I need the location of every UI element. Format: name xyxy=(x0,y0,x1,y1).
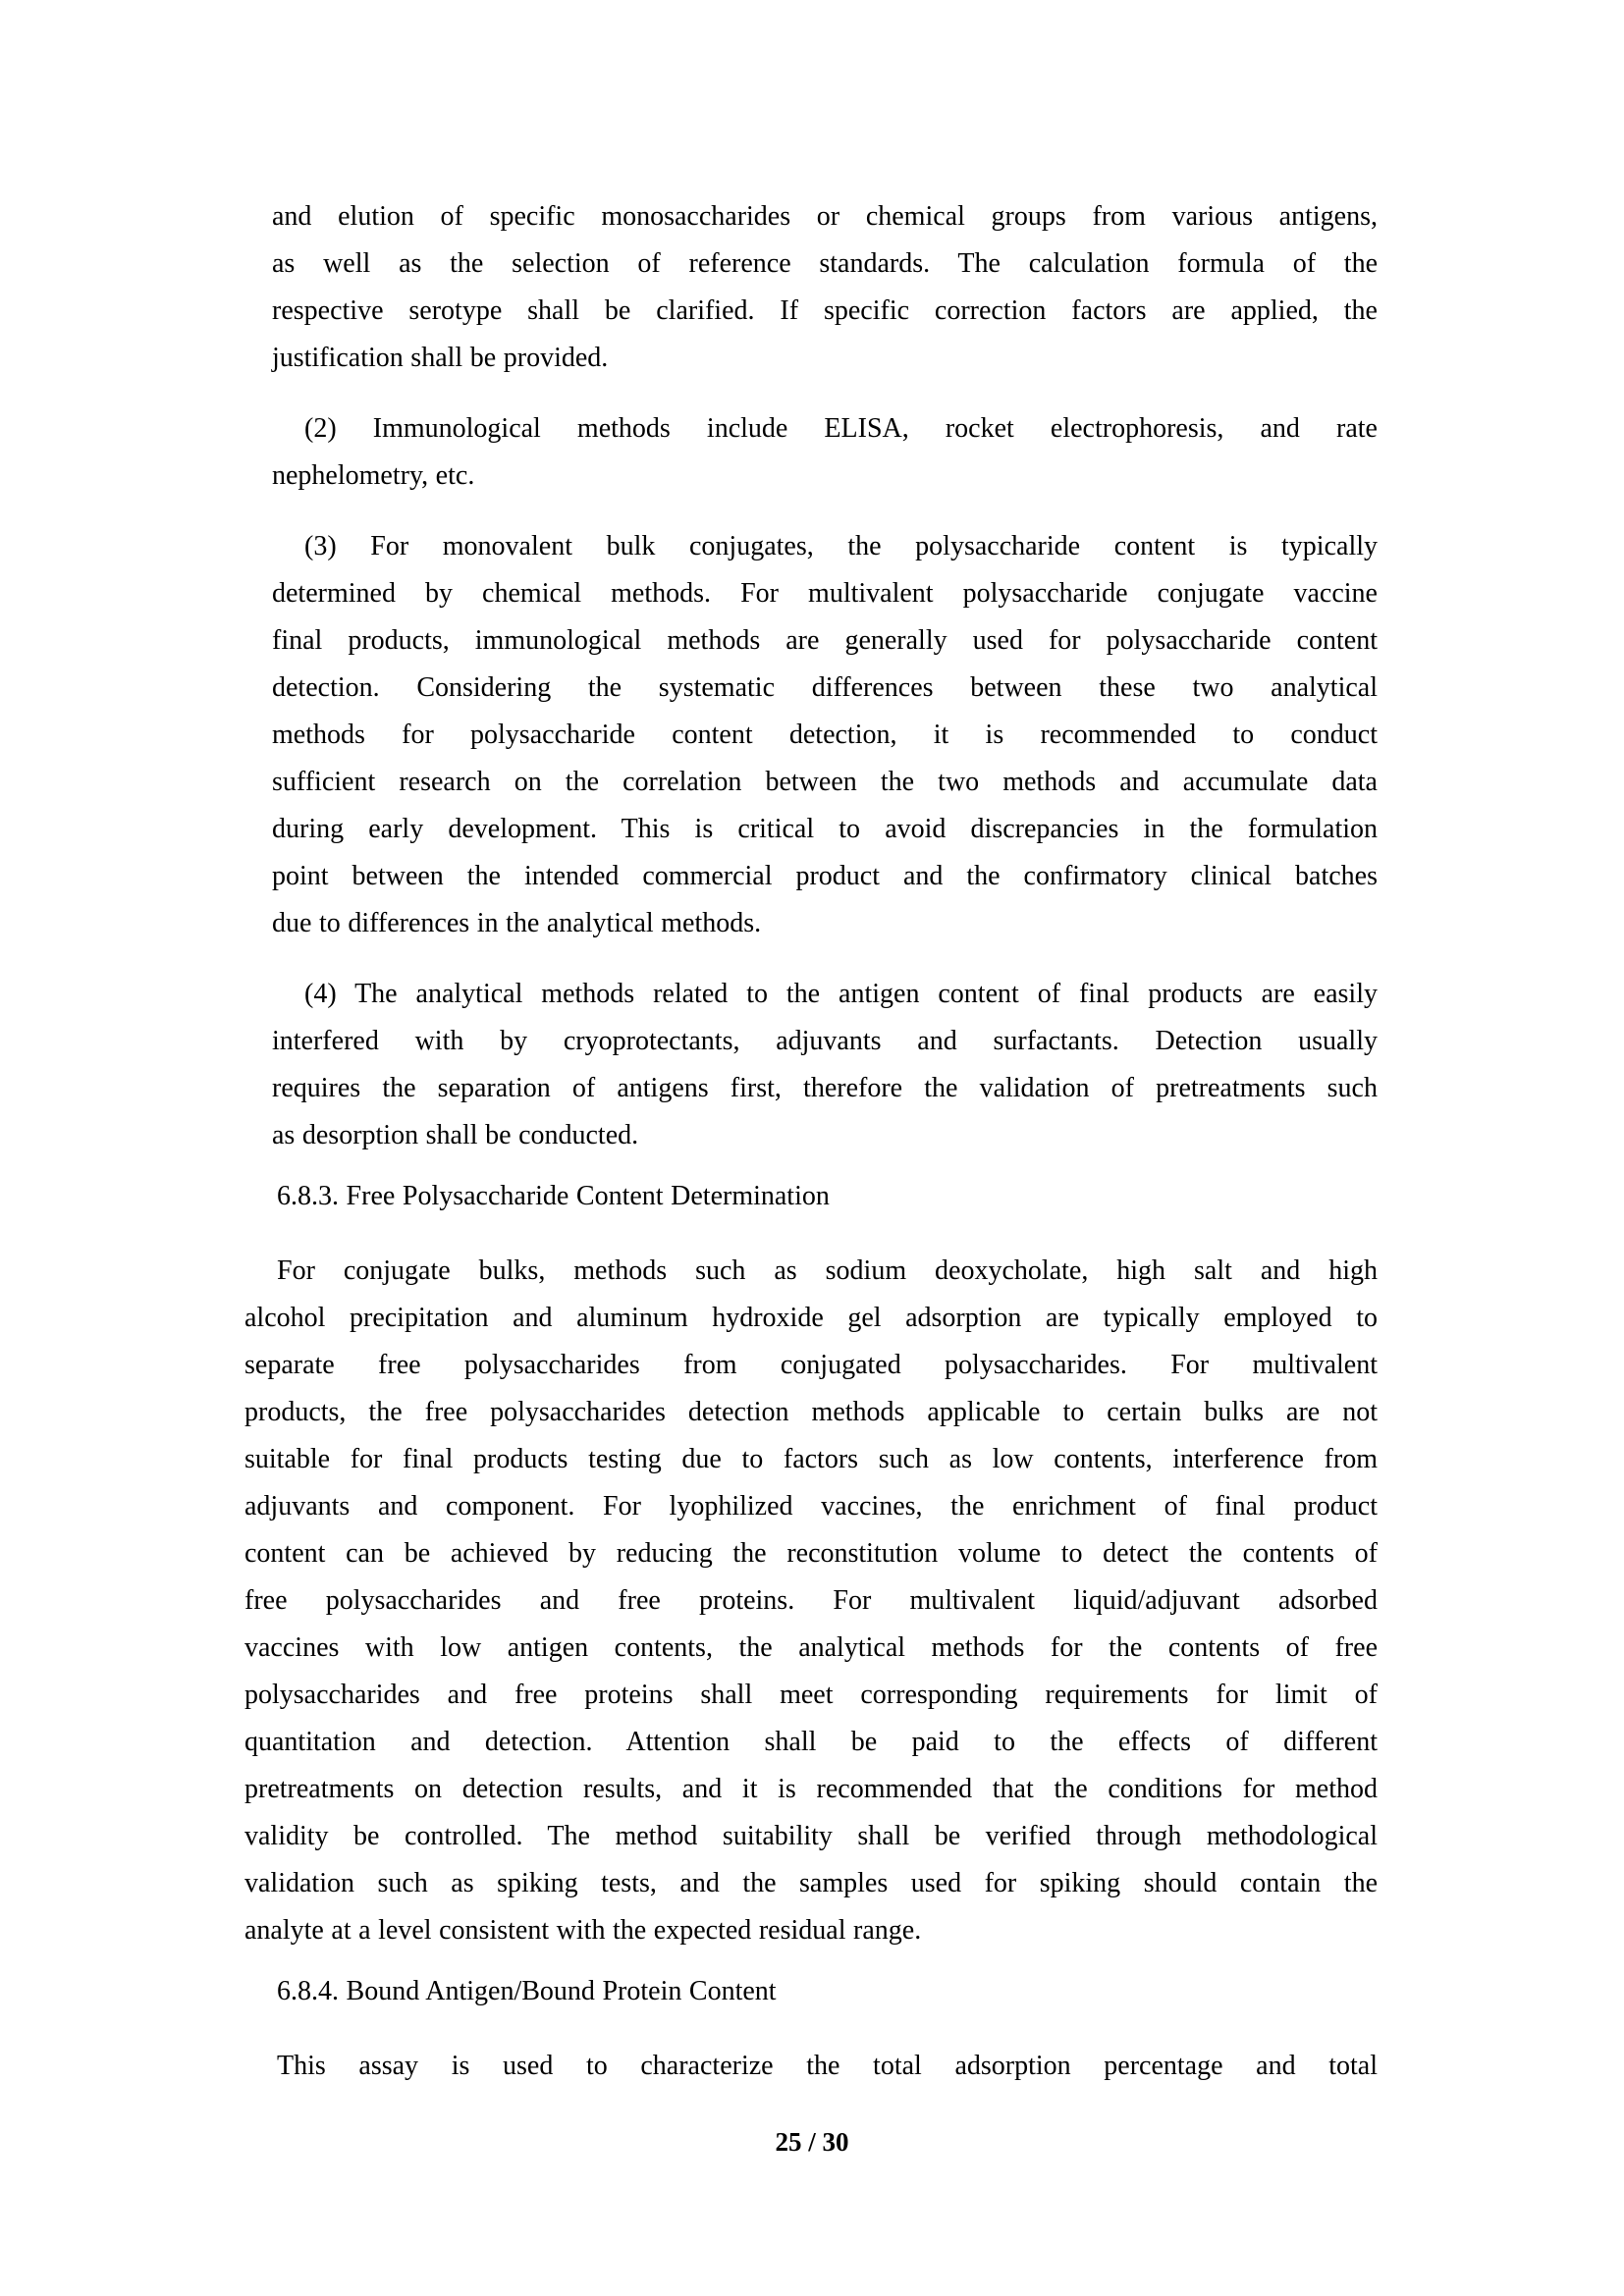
text-line: validity be controlled. The method suitability shall be verified through methodological xyxy=(244,1821,1378,1851)
text-line: nephelometry, etc. xyxy=(272,460,475,491)
document-content xyxy=(244,193,1378,2090)
text-line: validation such as spiking tests, and the samples used for spiking should contain the xyxy=(244,1868,1378,1898)
text-line: This assay is used to characterize the total adsorption percentage and total xyxy=(277,2051,1378,2081)
text-line: For conjugate bulks, methods such as sodium deoxycholate, high salt and high xyxy=(277,1255,1378,1286)
text-line: final products, immunological methods are generally used for polysaccharide content xyxy=(272,625,1378,656)
text-line: analyte at a level consistent with the expected residual range. xyxy=(244,1915,922,1946)
text-line: vaccines with low antigen contents, the analytical methods for the contents of free xyxy=(244,1632,1378,1663)
text-line: justification shall be provided. xyxy=(272,343,609,373)
text-line: alcohol precipitation and aluminum hydroxide gel adsorption are typically employed to xyxy=(244,1303,1378,1333)
text-line: point between the intended commercial product and the confirmatory clinical batches xyxy=(272,861,1378,891)
text-line: quantitation and detection. Attention shall be paid to the effects of different xyxy=(244,1727,1378,1757)
paragraph xyxy=(272,523,1378,947)
text-line: interfered with by cryoprotectants, adjuvants and surfactants. Detection usually xyxy=(272,1026,1378,1056)
paragraph xyxy=(272,405,1378,500)
text-line: (3) For monovalent bulk conjugates, the polysaccharide content is typically xyxy=(304,531,1378,561)
text-line: methods for polysaccharide content detection, it is recommended to conduct xyxy=(272,720,1378,750)
text-line: pretreatments on detection results, and it is recommended that the conditions for method xyxy=(244,1774,1378,1804)
text-line: free polysaccharides and free proteins. For multivalent liquid/adjuvant adsorbed xyxy=(244,1585,1378,1616)
text-line: during early development. This is critical to avoid discrepancies in the formulation xyxy=(272,814,1378,844)
text-line: content can be achieved by reducing the reconstitution volume to detect the contents of xyxy=(244,1538,1378,1569)
text-line: due to differences in the analytical methods. xyxy=(272,908,762,938)
text-line: requires the separation of antigens first, therefore the validation of pretreatments such xyxy=(272,1073,1378,1103)
text-line: suitable for final products testing due to factors such as low contents, interference from xyxy=(244,1444,1378,1474)
text-line: separate free polysaccharides from conjugated polysaccharides. For multivalent xyxy=(244,1350,1378,1380)
section-heading xyxy=(244,1173,1378,1220)
paragraph xyxy=(244,2043,1378,2090)
heading-text: 6.8.4. Bound Antigen/Bound Protein Content xyxy=(277,1976,777,2006)
text-line: sufficient research on the correlation between the two methods and accumulate data xyxy=(272,767,1378,797)
text-line: and elution of specific monosaccharides or chemical groups from various antigens, xyxy=(272,201,1378,232)
text-line: determined by chemical methods. For multivalent polysaccharide conjugate vaccine xyxy=(272,578,1378,609)
text-line: respective serotype shall be clarified. If specific correction factors are applied, the xyxy=(272,295,1378,326)
paragraph xyxy=(272,971,1378,1159)
paragraph xyxy=(244,1248,1378,1954)
text-line: as well as the selection of reference standards. The calculation formula of the xyxy=(272,248,1378,279)
text-line: (4) The analytical methods related to the antigen content of final products are easily xyxy=(304,979,1378,1009)
heading-text: 6.8.3. Free Polysaccharide Content Determination xyxy=(277,1181,830,1211)
page-number: 25 / 30 xyxy=(775,2127,849,2157)
text-line: as desorption shall be conducted. xyxy=(272,1120,639,1150)
text-line: (2) Immunological methods include ELISA, rocket electrophoresis, and rate xyxy=(304,413,1378,444)
text-line: products, the free polysaccharides detection methods applicable to certain bulks are not xyxy=(244,1397,1378,1427)
text-line: polysaccharides and free proteins shall meet corresponding requirements for limit of xyxy=(244,1680,1378,1710)
section-heading xyxy=(244,1968,1378,2015)
paragraph xyxy=(272,193,1378,382)
text-line: adjuvants and component. For lyophilized vaccines, the enrichment of final product xyxy=(244,1491,1378,1522)
text-line: detection. Considering the systematic differences between these two analytical xyxy=(272,672,1378,703)
